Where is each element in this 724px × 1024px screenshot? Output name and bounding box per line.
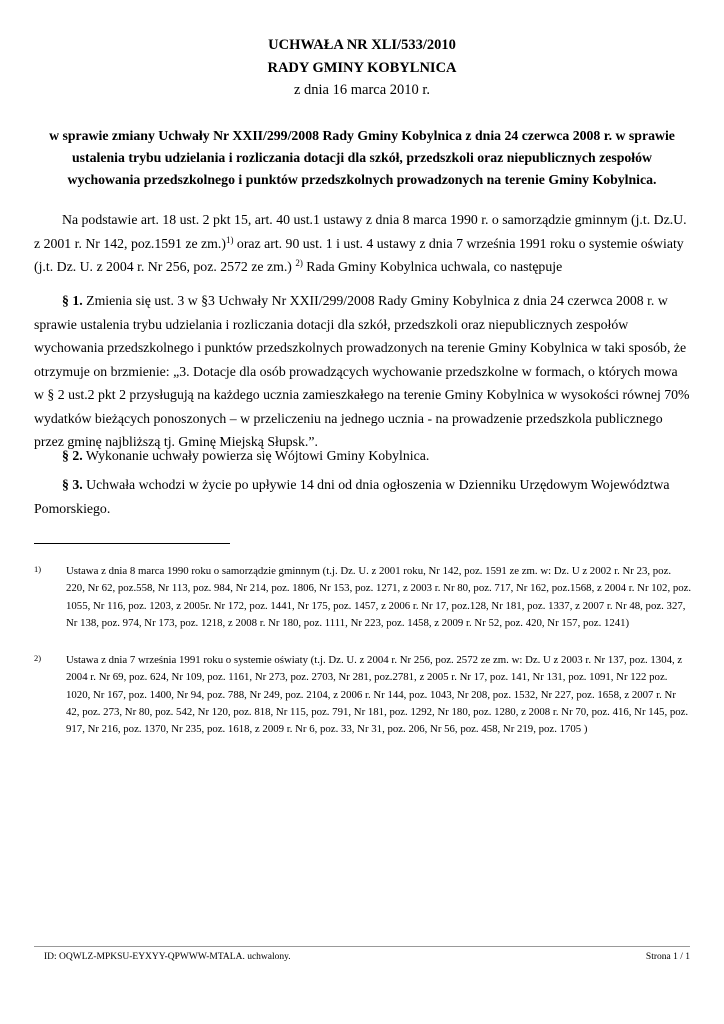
preamble (34, 208, 690, 279)
footer-divider (34, 946, 690, 947)
section-1-label: § 1. (62, 293, 83, 308)
footnote-ref-2: 2) (295, 258, 303, 268)
footnote-1-text: Ustawa z dnia 8 marca 1990 roku o samorządzie gminnym (t.j. Dz. U. z 2001 roku, Nr 142, poz. 1591 ze zm. w: Dz. U z 2002 r. Nr 23, poz. 220, Nr 62, poz.558, Nr 113, poz. 984, Nr 214, poz. 1806, Nr 153, poz. 1271, z 2003 r. Nr 80, poz. 717, Nr 162, poz.1568, z 2004 r. Nr 102, poz. 1055, Nr 116, poz. 1203, z 2005r. Nr 172, poz. 1441, Nr 175, poz. 1457, z 2006 r. Nr 17, poz.128, Nr 181, poz. 1337, z 2007 r. Nr 48, poz. 327, Nr 138, poz. 974, Nr 173, poz. 1218, z 2008 r. Nr 180, poz. 1111, Nr 223, poz. 1458, z 2009 r. Nr 52, poz. 420, Nr 157, poz. 1241) (66, 565, 692, 629)
section-3-text: Uchwała wchodzi w życie po upływie 14 dni od dnia ogłoszenia w Dzienniku Urzędowym Województwa Pomorskiego. (34, 477, 670, 516)
footnote-2-text: Ustawa z dnia 7 września 1991 roku o systemie oświaty (t.j. Dz. U. z 2004 r. Nr 256, poz. 2572 ze zm. w: Dz. U z 2003 r. Nr 137, poz. 1304, z 2004 r. Nr 69, poz. 624, Nr 109, poz. 1161, Nr 273, poz. 2703, Nr 281, poz.2781, z 2005 r. Nr 17, poz. 141, Nr 131, poz. 1091, Nr 122 poz. 1020, Nr 167, poz. 1400, Nr 94, poz. 788, Nr 249, poz. 2104, z 2006 r. Nr 144, poz. 1043, Nr 208, poz. 1532, Nr 227, poz. 1658, z 2007 r. Nr 42, poz. 273, Nr 80, poz. 542, Nr 120, poz. 818, Nr 115, poz. 791, Nr 181, poz. 1292, Nr 180, poz. 1280, z 2008 r. Nr 70, poz. 416, Nr 145, poz. 917, Nr 216, poz. 1370, Nr 235, poz. 1618, z 2009 r. Nr 6, poz. 33, Nr 31, poz. 206, Nr 56, poz. 458, Nr 219, poz. 1705 ) (66, 654, 689, 736)
footnote-separator (34, 543, 230, 544)
section-2-text: Wykonanie uchwały powierza się Wójtowi Gminy Kobylnica. (82, 448, 430, 463)
preamble-text-2: oraz art. 90 ust. 1 i ust. 4 ustawy z dnia 7 września 1991 roku o systemie oświaty (j.t. Dz. U. z 2004 r. Nr 256, poz. 2572 ze zm.) (34, 235, 684, 274)
footnote-ref-1: 1) (225, 234, 234, 245)
section-3-label: § 3. (62, 477, 83, 492)
footnote-1-mark: 1) (34, 564, 42, 574)
section-2 (34, 444, 690, 468)
footnote-2 (34, 652, 692, 738)
resolution-number: UCHWAŁA NR XLI/533/2010 (268, 37, 456, 53)
preamble-text-1: Na podstawie art. 18 ust. 2 pkt 15, art. 40 ust.1 ustawy z dnia 8 marca 1990 r. o samorządzie gminnym (j.t. Dz.U. z 2001 r. Nr 142, poz.1591 ze zm.) (34, 212, 687, 251)
section-3 (34, 473, 690, 520)
document-id: ID: OQWLZ-MPKSU-EYXYY-QPWWW-MTALA. uchwalony. (44, 952, 291, 962)
resolution-subject: w sprawie zmiany Uchwały Nr XXII/299/2008 Rady Gminy Kobylnica z dnia 24 czerwca 2008 r. w sprawie ustalenia trybu udzielania i rozliczania dotacji dla szkół, przedszkoli oraz niepublicznych zespołów wychowania przedszkolnego i punktów przedszkolnych prowadzonych na terenie Gminy Kobylnica. (49, 128, 675, 187)
footnote-2-mark: 2) (34, 653, 42, 663)
section-1 (34, 289, 690, 454)
footnote-1 (34, 563, 692, 632)
section-2-label: § 2. (62, 448, 83, 463)
council-name: RADY GMINY KOBYLNICA (267, 60, 457, 76)
page-number: Strona 1 / 1 (645, 952, 690, 962)
resolution-date: z dnia 16 marca 2010 r. (293, 82, 431, 98)
preamble-text-3: Rada Gminy Kobylnica uchwala, co następuje (302, 259, 563, 274)
section-1-text: Zmienia się ust. 3 w §3 Uchwały Nr XXII/299/2008 Rady Gminy Kobylnica z dnia 24 czerwca 2008 r. w sprawie ustalenia trybu udzielania i rozliczania dotacji dla szkół, przedszkoli oraz niepublicznych zespołów wychowania przedszkolnego i punktów przedszkolnych prowadzonych na terenie Gminy Kobylnica w taki sposób, że otrzymuje on brzmienie: „3. Dotacje dla osób prowadzących wychowanie przedszkolne w formach, o których mowa w § 2 ust.2 pkt 2 przysługują na każdego ucznia zamieszkałego na terenie Gminy Kobylnica w wysokości równej 70% wydatków bieżących ponoszonych – w przeliczeniu na jednego ucznia - na prowadzenie przedszkola publicznego przez gminę najbliższą tj. Gminę Miejską Słupsk.”. (34, 293, 690, 449)
